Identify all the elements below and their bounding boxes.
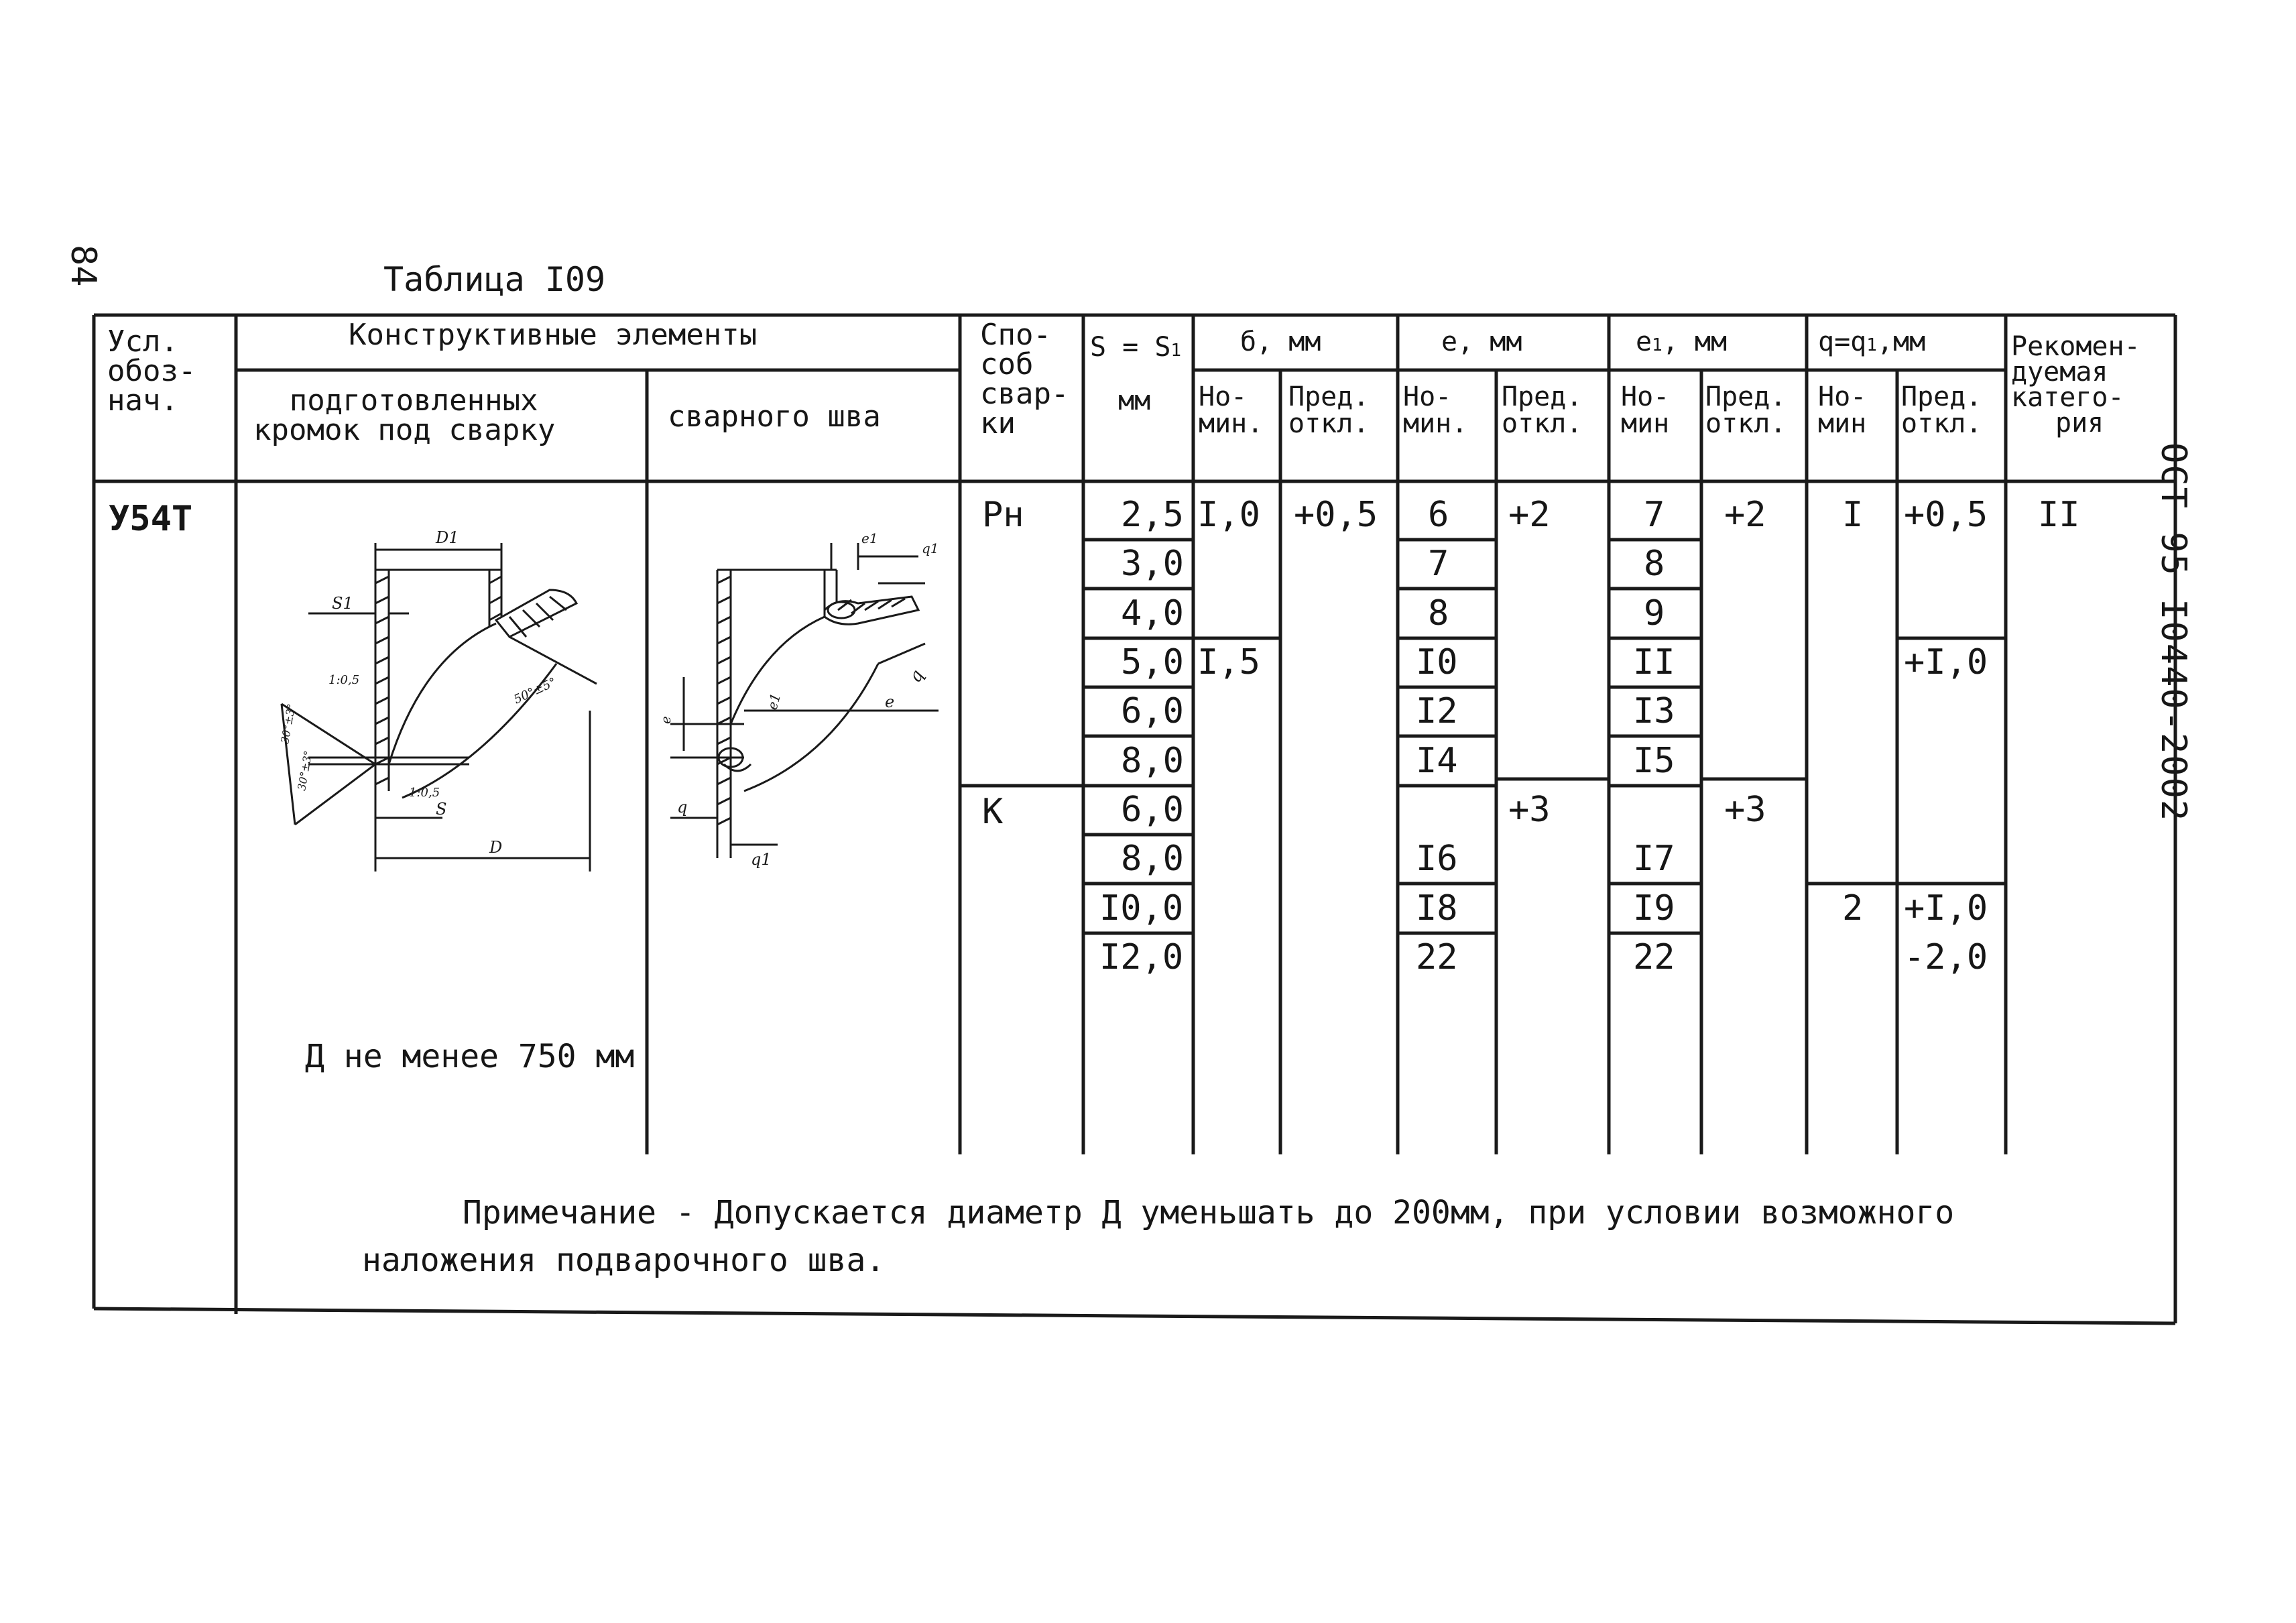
label-weld-e-left: e — [658, 716, 674, 724]
header-q-deviation: Пред. откл. — [1901, 381, 1982, 439]
b-deviation: +0,5 — [1294, 495, 1378, 535]
label-s1: S1 — [332, 594, 353, 613]
label-slope-top: 1:0,5 — [328, 673, 360, 687]
e1-nominal: 9 — [1644, 593, 1665, 634]
label-weld-q-right: q — [905, 666, 928, 686]
label-angle-2: 30°±3° — [295, 749, 315, 792]
e1-nominal: I9 — [1633, 888, 1675, 928]
s-value: I0,0 — [1099, 888, 1184, 928]
page-number: 84 — [63, 245, 103, 287]
method-rn: Рн — [982, 495, 1024, 535]
document-code: ОСТ 95 I0440-2002 — [2153, 442, 2193, 823]
e-deviation: +2 — [1508, 495, 1551, 535]
label-weld-e1-inner: e1 — [764, 691, 784, 712]
s-value: 8,0 — [1121, 839, 1184, 879]
e-nominal: 8 — [1428, 593, 1449, 634]
header-category: Рекомен- дуемая катего- рия — [2011, 331, 2140, 438]
label-weld-e1: e1 — [861, 530, 878, 546]
label-weld-q1-bottom: q1 — [751, 850, 772, 869]
label-d: D — [489, 838, 503, 857]
e1-deviation: +3 — [1724, 790, 1766, 830]
header-prepared-edges: подготовленных кромок под сварку — [253, 383, 556, 447]
label-weld-q-bottom: q — [677, 798, 688, 817]
s-value: 3,0 — [1121, 544, 1184, 584]
header-e1-deviation: Пред. откл. — [1705, 381, 1787, 439]
q-nominal: 2 — [1842, 888, 1864, 928]
q-deviation: +I,0 — [1904, 888, 1988, 928]
header-structural-elements: Конструктивные элементы — [349, 318, 758, 352]
header-e-nominal: Но- мин. — [1403, 381, 1468, 439]
e1-nominal: II — [1633, 642, 1675, 682]
q-deviation: +0,5 — [1904, 495, 1988, 535]
e1-nominal: 22 — [1633, 937, 1675, 977]
e-nominal: I2 — [1416, 691, 1458, 731]
label-angle-50: 50°±5° — [511, 674, 559, 707]
b-nominal: I,5 — [1197, 642, 1260, 682]
header-s-unit: мм — [1118, 385, 1151, 416]
weld-sketch — [657, 509, 952, 885]
e1-nominal: I7 — [1633, 839, 1675, 879]
header-b: б, мм — [1240, 326, 1321, 357]
footnote-line-2: наложения подварочного шва. — [362, 1242, 886, 1279]
q-deviation: -2,0 — [1904, 937, 1988, 977]
q-nominal: I — [1842, 495, 1864, 535]
e1-nominal: 8 — [1644, 544, 1665, 584]
e-nominal: 22 — [1416, 937, 1458, 977]
q-deviation: +I,0 — [1904, 642, 1988, 682]
label-s: S — [436, 800, 447, 819]
label-slope-bottom: 1:0,5 — [409, 786, 440, 800]
e-deviation: +3 — [1508, 790, 1551, 830]
header-s: S = S1 — [1090, 332, 1182, 363]
header-q-nominal: Но- мин — [1818, 381, 1867, 439]
header-designation: Усл. обоз- нач. — [107, 324, 196, 418]
label-d1: D1 — [436, 528, 459, 547]
designation-cell: У54Т — [109, 499, 193, 539]
min-diameter-note: Д не менее 750 мм — [305, 1038, 635, 1075]
footnote-line-1: Примечание - Допускается диаметр Д уменьшать до 200мм, при условии возможного — [463, 1194, 1955, 1231]
header-e: e, мм — [1441, 326, 1522, 357]
header-q: q=q1,мм — [1818, 326, 1926, 357]
s-value: 4,0 — [1121, 593, 1184, 634]
e1-nominal: I5 — [1633, 741, 1675, 781]
s-value: I2,0 — [1099, 937, 1184, 977]
s-value: 6,0 — [1121, 790, 1184, 830]
header-welding-method: Спо- соб свар- ки — [980, 318, 1069, 440]
table-caption: Таблица I09 — [383, 260, 606, 299]
e-nominal: I4 — [1416, 741, 1458, 781]
e1-nominal: 7 — [1644, 495, 1665, 535]
e-nominal: I6 — [1416, 839, 1458, 879]
header-e1: e1, мм — [1636, 326, 1728, 357]
header-e1-nominal: Но- мин — [1621, 381, 1670, 439]
header-weld: сварного шва — [668, 400, 881, 434]
method-k: К — [982, 792, 1004, 832]
header-b-deviation: Пред. откл. — [1288, 381, 1370, 439]
b-nominal: I,0 — [1197, 495, 1260, 535]
s-value: 5,0 — [1121, 642, 1184, 682]
e-nominal: 6 — [1428, 495, 1449, 535]
category-value: II — [2038, 495, 2080, 535]
e-nominal: I0 — [1416, 642, 1458, 682]
header-b-nominal: Но- мин. — [1199, 381, 1264, 439]
header-e-deviation: Пред. откл. — [1502, 381, 1583, 439]
s-value: 6,0 — [1121, 691, 1184, 731]
edge-preparation-sketch — [268, 509, 644, 885]
e1-deviation: +2 — [1724, 495, 1766, 535]
label-weld-e: e — [885, 693, 895, 711]
e-nominal: I8 — [1416, 888, 1458, 928]
e-nominal: 7 — [1428, 544, 1449, 584]
label-angle-1: 30°±3° — [278, 703, 298, 745]
e1-nominal: I3 — [1633, 691, 1675, 731]
label-weld-q1: q1 — [922, 540, 939, 556]
s-value: 2,5 — [1121, 495, 1184, 535]
s-value: 8,0 — [1121, 741, 1184, 781]
